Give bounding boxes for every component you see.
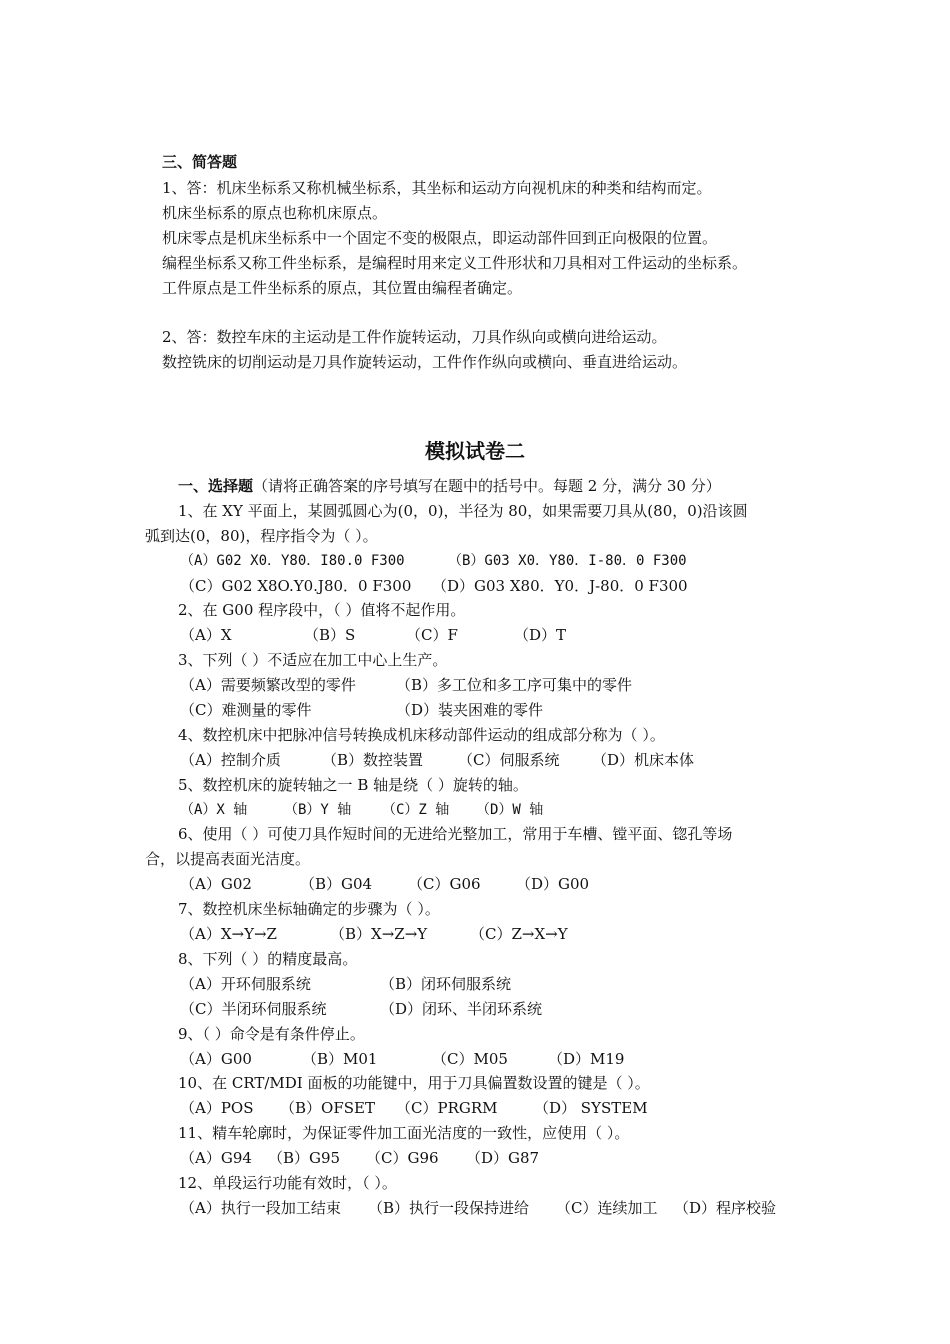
question-text: 2、在 G00 程序段中，（ ）值将不起作用。 [178,601,466,619]
option: （D）机床本体 [592,751,695,769]
option: （A）执行一段加工结束 [180,1199,341,1217]
option: （C）PRGRM [396,1099,498,1117]
answer-line: 机床坐标系的原点也称机床原点。 [162,204,388,222]
question-text: 6、使用（ ）可使刀具作短时间的无进给光整加工，常用于车槽、镗平面、锪孔等场 [178,825,733,843]
question-text: 12、单段运行功能有效时，（ ）。 [178,1174,397,1192]
option: （D）闭环、半闭环系统 [380,1000,543,1018]
section-heading-choice [178,476,721,496]
option: （D）W 轴 [476,802,544,818]
option: （C）Z 轴 [382,802,450,818]
option: （B）多工位和多工序可集中的零件 [396,676,633,694]
answer-line: 2、答：数控车床的主运动是工件作旋转运动，刀具作纵向或横向进给运动。 [162,328,667,346]
question-text: 9、（ ）命令是有条件停止。 [178,1025,365,1043]
answer-line: 1、答：机床坐标系又称机械坐标系，其坐标和运动方向视机床的种类和结构而定。 [162,179,712,197]
option: （C）F [406,626,458,644]
option: （B）G95 [268,1149,341,1167]
option: （A）G94 [180,1149,252,1167]
option: （C）难测量的零件 [180,701,312,719]
option: （B）OFSET [280,1099,375,1117]
option: （A）G00 [180,1050,252,1068]
option: （C）G96 [366,1149,439,1167]
option: （B）G04 [300,875,373,893]
question-text: 合，以提高表面光洁度。 [145,850,311,868]
option: （C）半闭环伺服系统 [180,1000,327,1018]
option: （C）G06 [408,875,481,893]
question-text: 10、在 CRT/MDI 面板的功能键中，用于刀具偏置数设置的键是（ ）。 [178,1074,650,1092]
option: （A）X [180,626,232,644]
option: （B）Y 轴 [284,802,352,818]
option: （D）程序校验 [674,1199,777,1217]
question-text: 弧到达(0，80)，程序指令为（ ）。 [145,527,378,545]
option: （D）T [514,626,567,644]
option: （A）POS [180,1099,254,1117]
answer-line: 编程坐标系又称工件坐标系，是编程时用来定义工件形状和刀具相对工件运动的坐标系。 [162,254,748,272]
section-heading-short-answer: 三、简答题 [162,153,238,171]
option: （A）G02 [180,875,252,893]
option: （C）Z→X→Y [470,925,568,943]
option: （B）数控装置 [322,751,424,769]
option: （C）连续加工 [556,1199,658,1217]
option: （D）G87 [466,1149,540,1167]
option: （B）闭环伺服系统 [380,975,512,993]
question-text: 3、下列（ ）不适应在加工中心上生产。 [178,651,448,669]
option: （D）G03 X80．Y0．J-80．0 F300 [432,577,688,595]
question-text: 7、数控机床坐标轴确定的步骤为（ ）。 [178,900,440,918]
option: （B）执行一段保持进给 [368,1199,530,1217]
option: （A）G02 X0．Y80．I80.0 F300 [180,553,405,569]
option: （D）G00 [516,875,590,893]
section-heading-label: 一、选择题 [178,477,254,495]
option: （D）装夹困难的零件 [396,701,544,719]
option: （D）M19 [548,1050,625,1068]
option: （C）M05 [432,1050,508,1068]
option: （A）需要频繁改型的零件 [180,676,356,694]
option: （D） SYSTEM [534,1099,648,1117]
option: （A）X→Y→Z [180,925,277,943]
option: （B）M01 [302,1050,378,1068]
option: （A）控制介质 [180,751,281,769]
option: （A）开环伺服系统 [180,975,311,993]
question-text: 11、精车轮廓时，为保证零件加工面光洁度的一致性，应使用（ ）。 [178,1124,630,1142]
section-heading-note: （请将正确答案的序号填写在题中的括号中。每题 2 分，满分 30 分） [253,477,721,495]
option: （B）X→Z→Y [330,925,428,943]
option: （B）G03 X0．Y80．I-80．0 F300 [448,553,687,569]
question-text: 8、下列（ ）的精度最高。 [178,950,358,968]
question-text: 1、在 XY 平面上，某圆弧圆心为(0，0)，半径为 80，如果需要刀具从(80，0)沿该圆 [178,502,748,520]
question-text: 5、数控机床的旋转轴之一 B 轴是绕（ ）旋转的轴。 [178,776,528,794]
option: （C）G02 X8O.Y0.J80．0 F300 [180,577,412,595]
option: （C）伺服系统 [458,751,560,769]
answer-line: 数控铣床的切削运动是刀具作旋转运动，工件作作纵向或横向、垂直进给运动。 [162,353,688,371]
option: （B）S [304,626,356,644]
exam-title: 模拟试卷二 [425,439,525,463]
option: （A）X 轴 [180,802,248,818]
question-text: 4、数控机床中把脉冲信号转换成机床移动部件运动的组成部分称为（ ）。 [178,726,665,744]
answer-line: 工件原点是工件坐标系的原点，其位置由编程者确定。 [162,279,523,297]
answer-line: 机床零点是机床坐标系中一个固定不变的极限点，即运动部件回到正向极限的位置。 [162,229,718,247]
